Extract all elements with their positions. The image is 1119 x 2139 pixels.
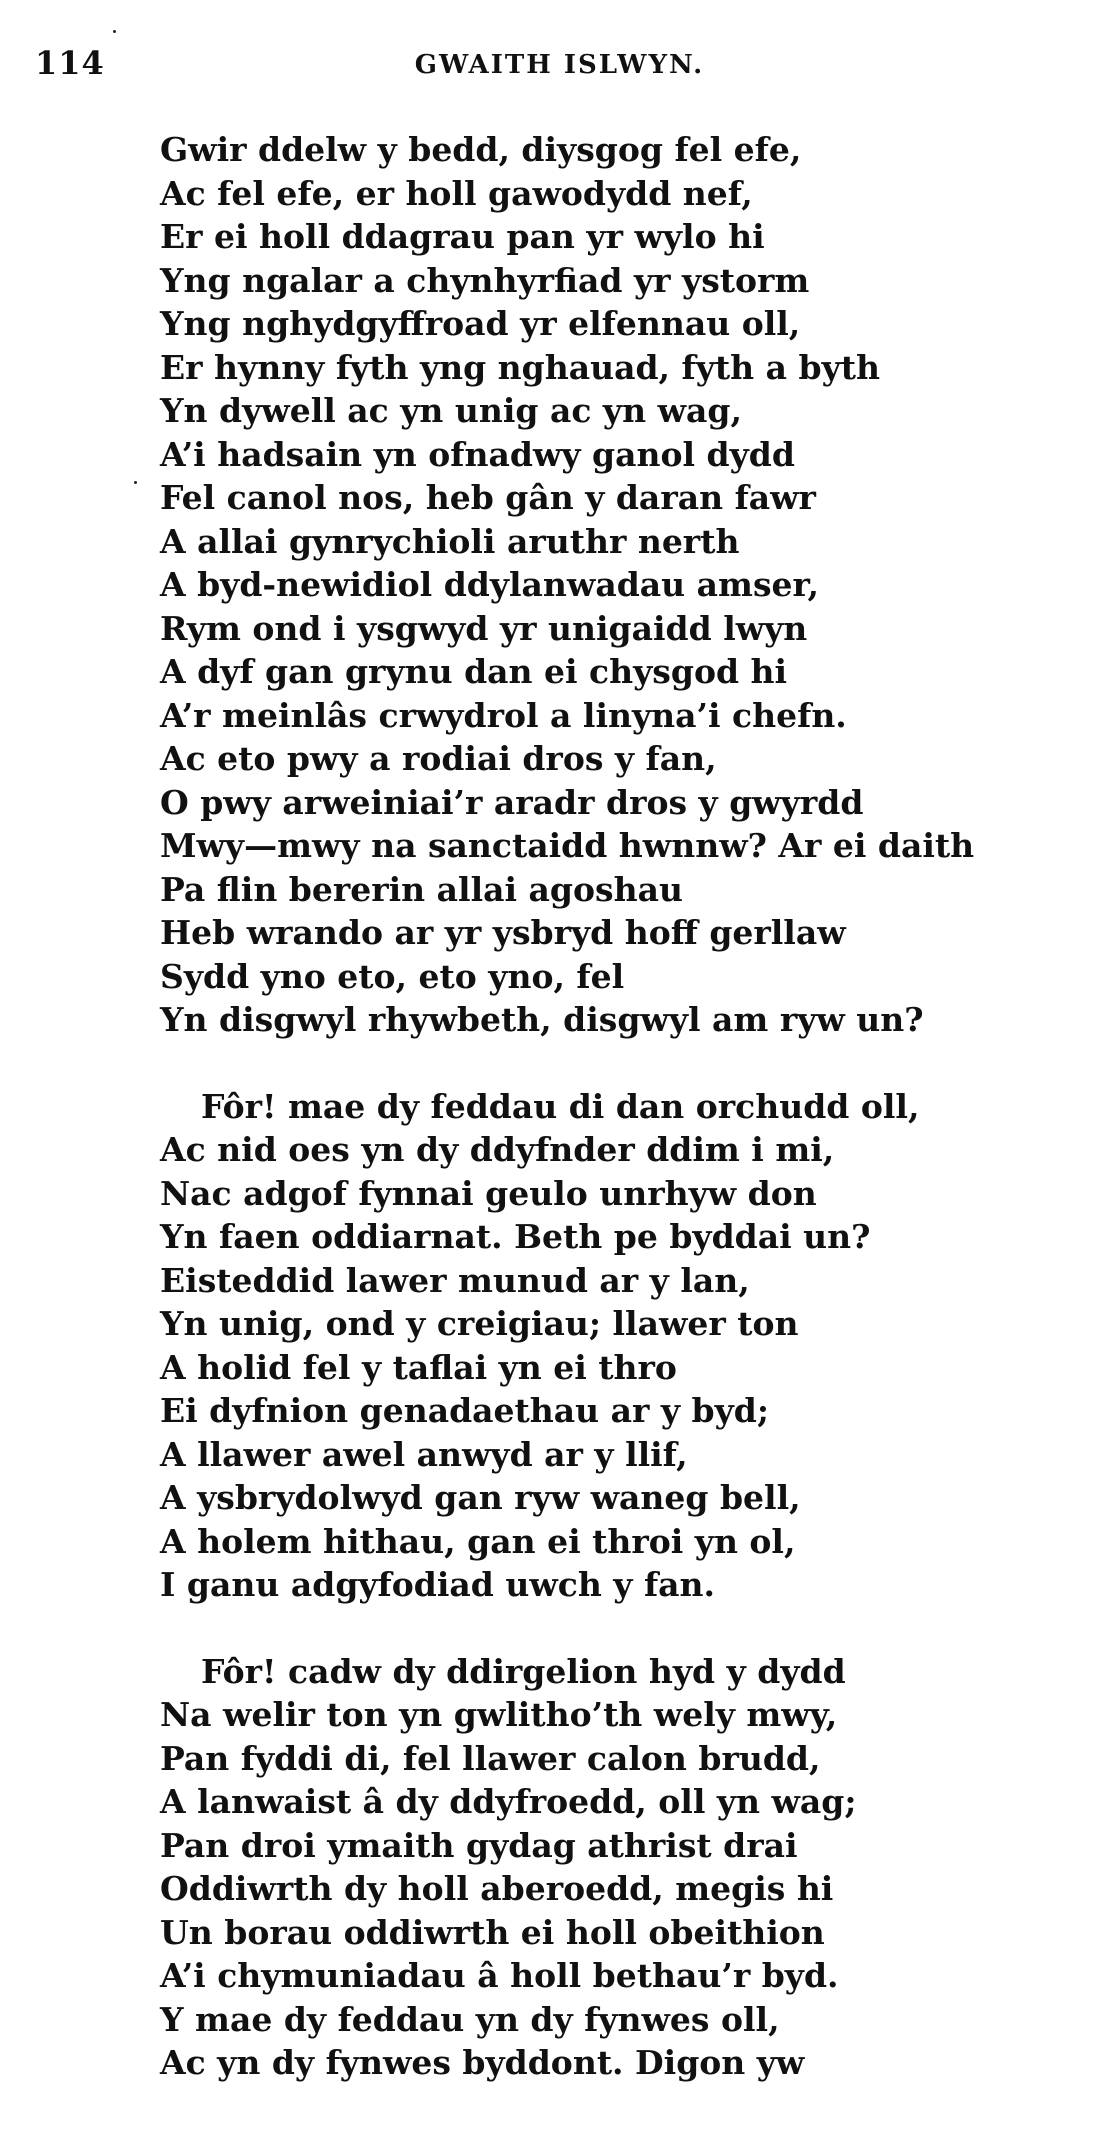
stanza-1 xyxy=(160,128,1100,1042)
poem-line: A allai gynrychioli aruthr nerth xyxy=(160,521,740,561)
speck xyxy=(134,481,137,484)
poem-line: Pan droi ymaith gydag athrist drai xyxy=(160,1825,798,1865)
stanza-3 xyxy=(160,1650,1100,2085)
poem-line: A’i chymuniadau â holl bethau’r byd. xyxy=(160,1956,839,1995)
poem-line: Pa flin bererin allai agoshau xyxy=(160,869,683,909)
poem-line: A llawer awel anwyd ar y llif, xyxy=(160,1434,688,1474)
poem-line: A dyf gan grynu dan ei chysgod hi xyxy=(160,652,788,691)
poem-line: Rym ond i ysgwyd yr unigaidd lwyn xyxy=(160,608,808,648)
poem-line: Oddiwrth dy holl aberoedd, megis hi xyxy=(160,1869,834,1908)
poem-line: Ac nid oes yn dy ddyfnder ddim i mi, xyxy=(160,1130,835,1169)
poem-line: A’r meinlâs crwydrol a linyna’i chefn. xyxy=(160,695,847,735)
poem-line: Gwir ddelw y bedd, diysgog fel efe, xyxy=(160,130,802,169)
running-title: GWAITH ISLWYN. xyxy=(414,50,705,80)
poem-line: I ganu adgyfodiad uwch y fan. xyxy=(160,1565,716,1604)
poem-line: A’i hadsain yn ofnadwy ganol dydd xyxy=(160,434,795,474)
poem-line: Fôr! cadw dy ddirgelion hyd y dydd xyxy=(201,1651,846,1691)
speck xyxy=(113,30,116,33)
poem-line: Na welir ton yn gwlitho’th wely mwy, xyxy=(160,1695,838,1734)
poem-line: Ac fel efe, er holl gawodydd nef, xyxy=(160,173,753,213)
page-number: 114 xyxy=(35,44,105,82)
poem-line: Pan fyddi di, fel llawer calon brudd, xyxy=(160,1738,821,1778)
poem-line: A holem hithau, gan ei throi yn ol, xyxy=(160,1521,796,1561)
poem-line: Fôr! mae dy feddau di dan orchudd oll, xyxy=(201,1086,920,1126)
poem-line: Yng ngalar a chynhyrfiad yr ystorm xyxy=(160,260,810,300)
poem-line: Er hynny fyth yng nghauad, fyth a byth xyxy=(160,347,880,387)
poem-line: Ac eto pwy a rodiai dros y fan, xyxy=(160,739,717,778)
poem-line: Un borau oddiwrth ei holl obeithion xyxy=(160,1912,825,1952)
poem-line: Heb wrando ar yr ysbryd hoff gerllaw xyxy=(160,913,846,952)
poem-line: O pwy arweiniai’r aradr dros y gwyrdd xyxy=(160,782,864,822)
poem-line: A holid fel y taflai yn ei thro xyxy=(160,1347,677,1387)
poem-line: Yn dywell ac yn unig ac yn wag, xyxy=(160,391,742,430)
poem-line: Eisteddid lawer munud ar y lan, xyxy=(160,1260,750,1300)
poem-line: Nac adgof fynnai geulo unrhyw don xyxy=(160,1173,817,1213)
poem-line: Ac yn dy fynwes byddont. Digon yw xyxy=(160,2043,805,2082)
stanza-2 xyxy=(160,1085,1100,1607)
poem-line: A lanwaist â dy ddyfroedd, oll yn wag; xyxy=(160,1782,857,1821)
poem-line: Sydd yno eto, eto yno, fel xyxy=(160,956,625,996)
poem-line: Er ei holl ddagrau pan yr wylo hi xyxy=(160,217,765,256)
poem-line: Yng nghydgyffroad yr elfennau oll, xyxy=(160,304,801,343)
poem-line: Yn disgwyl rhywbeth, disgwyl am ryw un? xyxy=(160,1000,924,1039)
poem-line: Yn unig, ond y creigiau; llawer ton xyxy=(160,1304,799,1343)
poem-line: Ei dyfnion genadaethau ar y byd; xyxy=(160,1391,770,1430)
poem-line: A ysbrydolwyd gan ryw waneg bell, xyxy=(160,1478,801,1517)
poem-line: A byd-newidiol ddylanwadau amser, xyxy=(160,565,820,604)
poem-line: Yn faen oddiarnat. Beth pe byddai un? xyxy=(160,1217,871,1256)
poem-line: Fel canol nos, heb gân y daran fawr xyxy=(160,478,816,517)
poem-line: Mwy—mwy na sanctaidd hwnnw? Ar ei daith xyxy=(160,826,975,865)
poem-line: Y mae dy feddau yn dy fynwes oll, xyxy=(160,1999,780,2039)
poem-body xyxy=(160,128,1100,2085)
